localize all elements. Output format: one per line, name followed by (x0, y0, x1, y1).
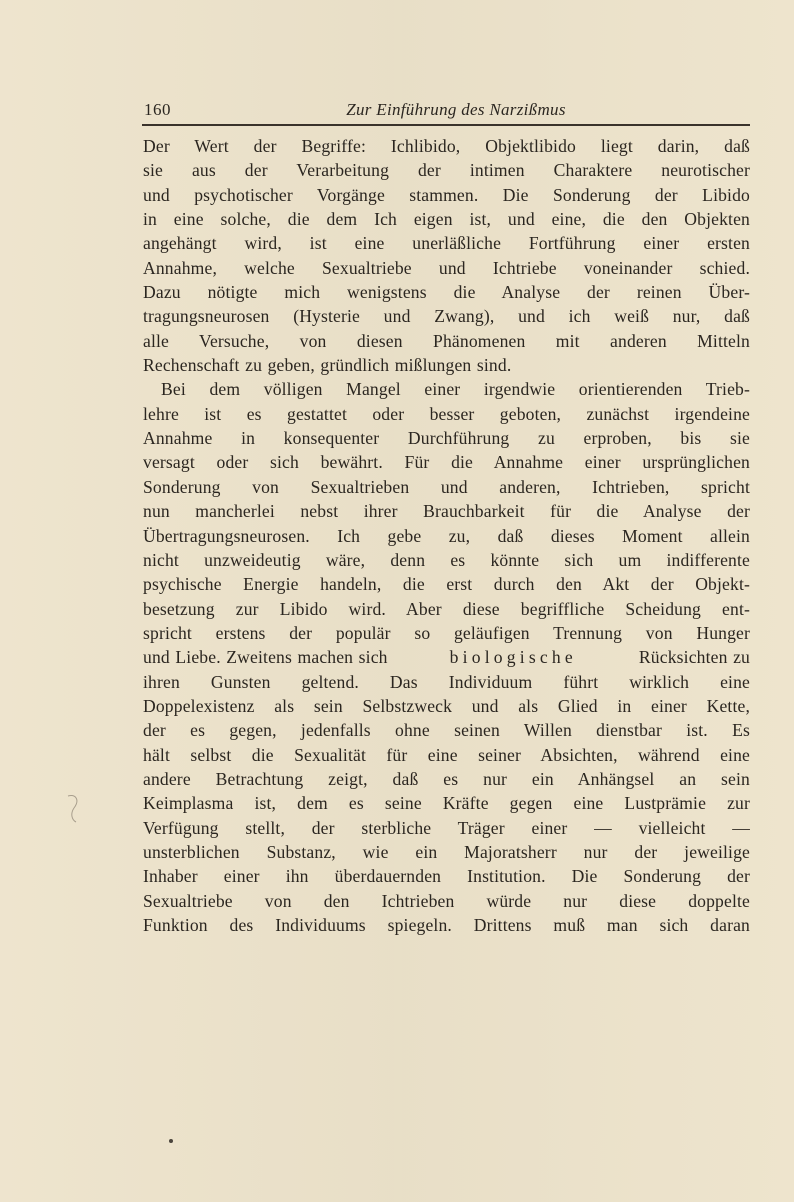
text-line: sie aus der Verarbeitung der intimen Charaktere neurotischer (143, 160, 750, 181)
text-line-with-emphasis (143, 645, 750, 669)
text-line: Verfügung stellt, der sterbliche Träger einer — vielleicht — (143, 817, 750, 838)
text-line-paragraph-start: Bei dem völligen Mangel einer irgendwie orientierenden Trieb- (161, 379, 750, 400)
running-title: Zur Einführung des Narzißmus (346, 100, 566, 119)
text-line: hält selbst die Sexualität für eine seiner Absichten, während eine (143, 744, 750, 765)
text-line: nun mancherlei nebst ihrer Brauchbarkeit für die Analyse der (143, 501, 750, 522)
body-text (143, 134, 750, 937)
text-line: Der Wert der Begriffe: Ichlibido, Objektlibido liegt darin, daß (143, 136, 750, 156)
pencil-mark-icon (66, 794, 82, 824)
text-line: andere Betrachtung zeigt, daß es nur ein Anhängsel an sein (143, 768, 750, 789)
header-rule (142, 124, 750, 126)
text-line: nicht unzweideutig wäre, denn es könnte sich um indifferente (143, 549, 750, 570)
text-line: ihren Gunsten geltend. Das Individuum führt wirklich eine (143, 671, 750, 692)
text-line: tragungsneurosen (Hysterie und Zwang), und ich weiß nur, daß (143, 306, 750, 327)
text-line: lehre ist es gestattet oder besser geboten, zunächst irgendeine (143, 403, 750, 424)
page-number: 160 (144, 100, 171, 119)
page-header (142, 99, 750, 125)
text-line: der es gegen, jedenfalls ohne seinen Willen dienstbar ist. Es (143, 720, 750, 741)
text-line: unsterblichen Substanz, wie ein Majoratsherr nur der jeweilige (143, 841, 750, 862)
text-line: Übertragungsneurosen. Ich gebe zu, daß dieses Moment allein (143, 525, 750, 546)
emphasized-word: biologische (449, 647, 577, 668)
text-line: psychische Energie handeln, die erst durch den Akt der Objekt- (143, 574, 750, 595)
text-line: besetzung zur Libido wird. Aber diese begriffliche Scheidung ent- (143, 598, 750, 619)
text-line: Annahme, welche Sexualtriebe und Ichtriebe voneinander schied. (143, 257, 750, 278)
text-line: angehängt wird, ist eine unerläßliche Fortführung einer ersten (143, 233, 750, 254)
text-line: in eine solche, die dem Ich eigen ist, und eine, die den Objekten (143, 209, 750, 230)
text-line: spricht erstens der populär so geläufigen Trennung von Hunger (143, 622, 750, 643)
text-segment: Rücksichten zu (638, 647, 750, 668)
ink-speck (169, 1139, 173, 1143)
text-line: Funktion des Individuums spiegeln. Drittens muß man sich daran (143, 915, 750, 935)
text-line: alle Versuche, von diesen Phänomenen mit anderen Mitteln (143, 330, 750, 351)
text-line: Sonderung von Sexualtrieben und anderen, Ichtrieben, spricht (143, 476, 750, 497)
text-line: Keimplasma ist, dem es seine Kräfte gegen eine Lustprämie zur (143, 793, 750, 814)
text-line: versagt oder sich bewährt. Für die Annahme einer ursprünglichen (143, 452, 750, 473)
text-segment: und Liebe. Zweitens machen sich (143, 647, 388, 668)
text-line: Dazu nötigte mich wenigstens die Analyse der reinen Über- (143, 282, 750, 303)
text-line: Sexualtriebe von den Ichtrieben würde nur diese doppelte (143, 890, 750, 911)
text-line-paragraph-end: Rechenschaft zu geben, gründlich mißlungen sind. (143, 355, 512, 376)
text-line: und psychotischer Vorgänge stammen. Die Sonderung der Libido (143, 184, 750, 205)
text-line: Doppelexistenz als sein Selbstzweck und als Glied in einer Kette, (143, 695, 750, 716)
text-line: Inhaber einer ihn überdauernden Institution. Die Sonderung der (143, 866, 750, 887)
text-line: Annahme in konsequenter Durchführung zu erproben, bis sie (143, 428, 750, 449)
